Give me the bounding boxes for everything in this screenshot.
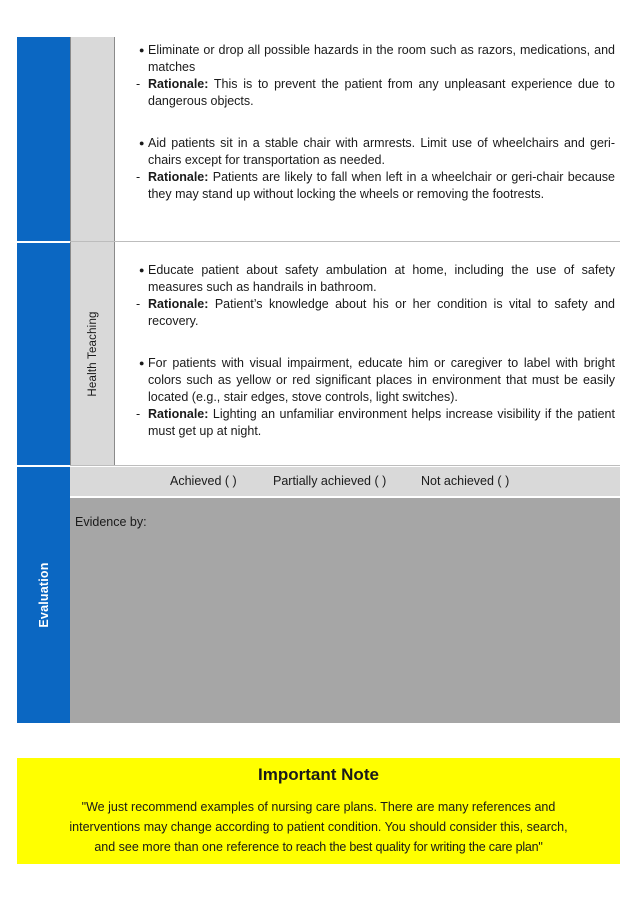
dash-marker: - [136,297,141,311]
intervention-item [115,135,615,203]
intervention-text: For patients with visual impairment, educate him or caregiver to label with bright colors such as yellow or red significant places in environment that must be easily located (e.g., stair edges, stove controls, light switches). [148,356,615,404]
partially-achieved-option[interactable]: Partially achieved ( ) [273,474,387,488]
bullet-icon: ● [139,265,145,275]
row-divider [70,241,620,242]
health-teaching-label: Health Teaching [86,310,99,397]
health-teaching-label-cell [70,242,115,465]
row-divider [70,465,620,466]
important-note-box [17,758,620,864]
intervention-text: Eliminate or drop all possible hazards in the room such as razors, medications, and matches [148,43,615,74]
note-line-emphasis: to reach the best quality for writing the care plan" [279,840,543,854]
dash-marker: - [136,77,141,91]
evaluation-label: Evaluation [36,562,51,628]
rationale-label: Rationale: [148,77,209,91]
rationale-label: Rationale: [148,297,209,311]
intervention-text: Educate patient about safety ambulation at home, including the use of safety measures such as handrails in bathroom. [148,263,615,294]
intervention-text: Aid patients sit in a stable chair with armrests. Limit use of wheelchairs and geri-chairs except for transportation as needed. [148,136,615,167]
note-line-text: and see more than one reference [94,840,280,854]
evidence-label: Evidence by: [75,515,147,529]
care-plan-label-column [17,37,70,241]
bullet-icon: ● [139,358,145,368]
intervention-subcategory-cell [70,37,115,242]
rationale-text: Patient’s knowledge about his or her condition is vital to safety and recovery. [148,297,615,328]
rationale-label: Rationale: [148,407,209,421]
health-teaching-item [115,355,615,440]
rationale-text: Lighting an unfamiliar environment helps increase visibility if the patient must get up at night. [148,407,615,438]
not-achieved-option[interactable]: Not achieved ( ) [421,474,510,488]
important-note-title: Important Note [258,765,379,784]
achieved-option[interactable]: Achieved ( ) [170,474,237,488]
rationale-text: Patients are likely to fall when left in a wheelchair or geri-chair because they may stand up without locking the wheels or removing the footrests. [148,170,616,201]
rationale-label: Rationale: [148,170,209,184]
note-line: "We just recommend examples of nursing care plans. There are many references and [81,800,556,814]
health-teaching-item [115,262,615,330]
intervention-item [115,42,615,110]
evidence-area[interactable] [70,498,620,723]
dash-marker: - [136,407,141,421]
note-line: interventions may change according to patient condition. You should consider this, search, [69,820,568,834]
important-note-body [31,797,606,857]
care-plan-label-column [17,243,70,465]
evaluation-status-bar [70,467,620,496]
bullet-icon: ● [139,138,145,148]
rationale-text: This is to prevent the patient from any unpleasant experience due to dangerous objects. [148,77,616,108]
dash-marker: - [136,170,141,184]
bullet-icon: ● [139,45,145,55]
evaluation-label-cell [17,467,70,723]
note-line [31,837,606,857]
